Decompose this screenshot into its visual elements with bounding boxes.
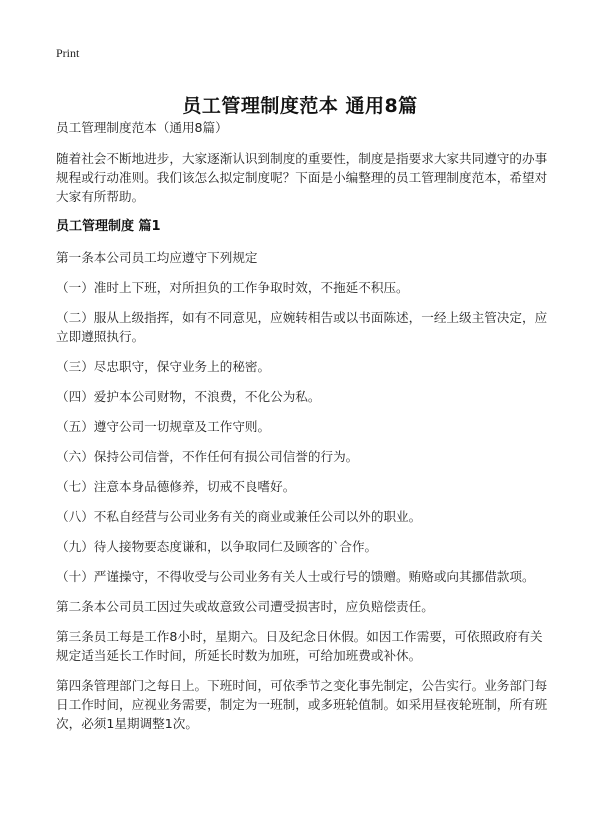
document-subtitle: 员工管理制度范本（通用8篇） [56,120,228,135]
rule-item-4: （四）爱护本公司财物，不浪费，不化公为私。 [56,389,321,404]
document-title: 员工管理制度范本 通用8篇 [182,94,418,117]
rule-item-1: （一）准时上下班，对所担负的工作争取时效，不拖延不积压。 [56,280,409,295]
section-heading: 员工管理制度 篇1 [56,219,161,234]
article-2: 第二条本公司员工因过失或故意致公司遭受损害时，应负赔偿责任。 [56,599,434,614]
rule-item-6: （六）保持公司信誉，不作任何有损公司信誉的行为。 [56,449,359,464]
article-3: 第三条员工每是工作8小时，星期六。日及纪念日休假。如因工作需要，可依照政府有关规定适当延长工作时间，所延长时数为加班，可给加班费或补休。 [56,629,543,663]
rule-item-9: （九）待人接物要态度谦和，以争取同仁及顾客的`合作。 [56,539,378,554]
rule-item-10: （十）严谨操守，不得收受与公司业务有关人士或行号的馈赠。贿赂或向其挪借款项。 [56,569,535,584]
document-body [56,118,552,744]
rule-item-2: （二）服从上级指挥，如有不同意见，应婉转相告或以书面陈述，一经上级主管决定，应立即遵照执行。 [56,310,548,344]
rule-item-8: （八）不私自经营与公司业务有关的商业或兼任公司以外的职业。 [56,509,422,524]
intro-paragraph: 随着社会不断地进步，大家逐渐认识到制度的重要性，制度是指要求大家共同遵守的办事规程或行动准则。我们该怎么拟定制度呢？下面是小编整理的员工管理制度范本，希望对大家有所帮助。 [56,151,548,204]
rule-item-3: （三）尽忠职守，保守业务上的秘密。 [56,359,271,374]
rule-item-7: （七）注意本身品德修养，切戒不良嗜好。 [56,479,296,494]
article-1: 第一条本公司员工均应遵守下列规定 [56,250,258,265]
article-4: 第四条管理部门之每日上。下班时间，可依季节之变化事先制定，公告实行。业务部门每日工作时间，应视业务需要，制定为一班制，或多班轮值制。如采用昼夜轮班制，所有班次，必须1星期调整1次。 [56,678,548,731]
rule-item-5: （五）遵守公司一切规章及工作守则。 [56,419,271,434]
print-link[interactable]: Print [56,46,80,60]
